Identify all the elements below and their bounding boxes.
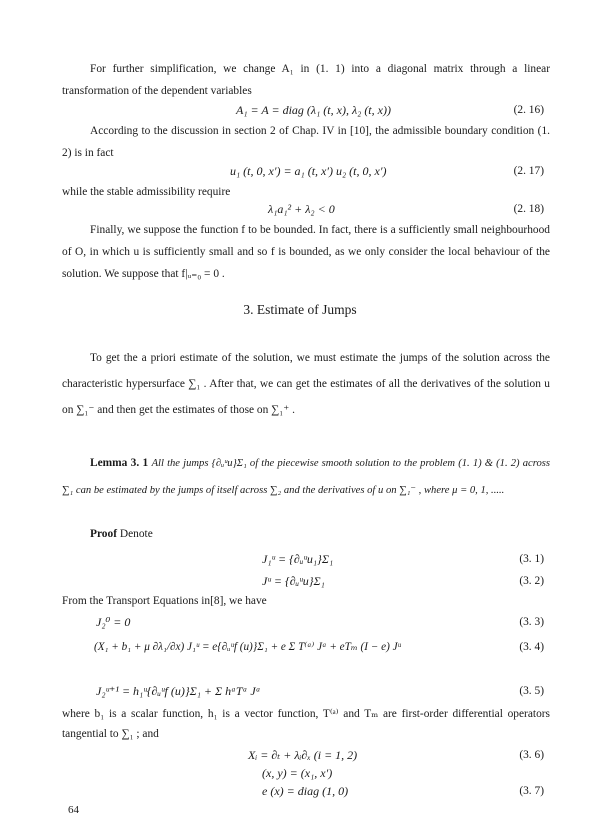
equation-number: (3. 5)	[519, 685, 544, 697]
proof-line	[90, 526, 153, 542]
equation-number: (2. 17)	[513, 165, 544, 177]
lemma-label: Lemma 3. 1	[90, 457, 149, 469]
section-heading: 3. Estimate of Jumps	[243, 302, 357, 317]
equation-3-4: (X₁ + b₁ + μ ∂λ₁/∂x) J₁ᵘ = e{∂ᵤᵘf (u)}Σ₁ + e Σ T⁽ᵃ⁾ Jᵃ + eTₘ (I − e) Jᵘ	[94, 641, 401, 653]
equation-3-5: J₂ᵘ⁺¹ = h₁ᵘ{∂ᵤᵘf (u)}Σ₁ + Σ hᵃTᵃ Jᵃ	[96, 684, 261, 698]
lemma-3-1	[62, 450, 550, 504]
equation-2-17: u₁ (t, 0, x′) = a₁ (t, x′) u₂ (t, 0, x′)	[230, 164, 387, 178]
equation-number: (2. 16)	[513, 104, 544, 116]
paragraph-bounded-function: Finally, we suppose the function f to be bounded. In fact, there is a sufficiently small neighbourhood of O, in which u is sufficiently small and so f is bounded, as we only consider the local behaviour of the solution. We suppose that f|ᵤ₌₀ = 0 .	[62, 224, 550, 280]
paragraph-linear-transformation	[62, 58, 550, 102]
equation-number: (3. 6)	[519, 749, 544, 761]
equation-3-2: Jᵘ = {∂ᵤᵘu}Σ₁	[262, 574, 325, 588]
equation-number: (3. 1)	[519, 553, 544, 565]
equation-number: (3. 4)	[519, 641, 544, 653]
paragraph-stable-admissibility: while the stable admissibility require	[62, 186, 231, 198]
paragraph-text: For further simplification, we change A₁ in (1. 1) into a diagonal matrix through a linear transformation of the dependent variables	[62, 63, 550, 97]
proof-text: Denote	[119, 528, 153, 540]
equation-2-16: A₁ = A = diag (λ₁ (t, x), λ₂ (t, x))	[236, 103, 391, 117]
lemma-statement: All the jumps {∂ᵤᵘu}Σ₁ of the piecewise smooth solution to the problem (1. 1) & (1. 2) across ∑₁ can be estimated by the jumps of itself across ∑₂ and the derivatives of u on ∑₁⁻ , where μ = 0, 1, .....	[62, 458, 550, 496]
paragraph-boundary-condition: According to the discussion in section 2 of Chap. IV in [10], the admissible boundary condition (1. 2) is in fact	[62, 125, 550, 159]
equation-coordinates: (x, y) = (x₁, x′)	[262, 766, 333, 780]
paragraph-where: where b₁ is a scalar function, h₁ is a vector function, T⁽ᵃ⁾ and Tₘ are first-order differential operators tangential to ∑₁ ; and	[62, 708, 550, 740]
equation-number: (2. 18)	[513, 203, 544, 215]
paragraph-a-priori-estimate: To get the a priori estimate of the solution, we must estimate the jumps of the solution across the characteristic hypersurface ∑₁ . After that, we can get the estimates of all the derivatives of the solution u on ∑₁⁻ and then get the estimates of those on ∑₁⁺ .	[62, 352, 550, 416]
equation-number: (3. 7)	[519, 785, 544, 797]
proof-label: Proof	[90, 528, 117, 540]
equation-2-18: λ₁a₁² + λ₂ < 0	[268, 202, 335, 216]
equation-3-1: J₁ᵘ = {∂ᵤᵘu₁}Σ₁	[262, 552, 334, 566]
equation-3-6: Xᵢ = ∂ₜ + λᵢ∂ₓ (i = 1, 2)	[248, 748, 358, 762]
page-number: 64	[68, 804, 79, 816]
equation-3-7: e (x) = diag (1, 0)	[262, 784, 349, 798]
transport-intro: From the Transport Equations in[8], we have	[62, 595, 267, 607]
equation-number: (3. 3)	[519, 616, 544, 628]
equation-3-3: J₂⁰ = 0	[96, 615, 131, 629]
equation-number: (3. 2)	[519, 575, 544, 587]
